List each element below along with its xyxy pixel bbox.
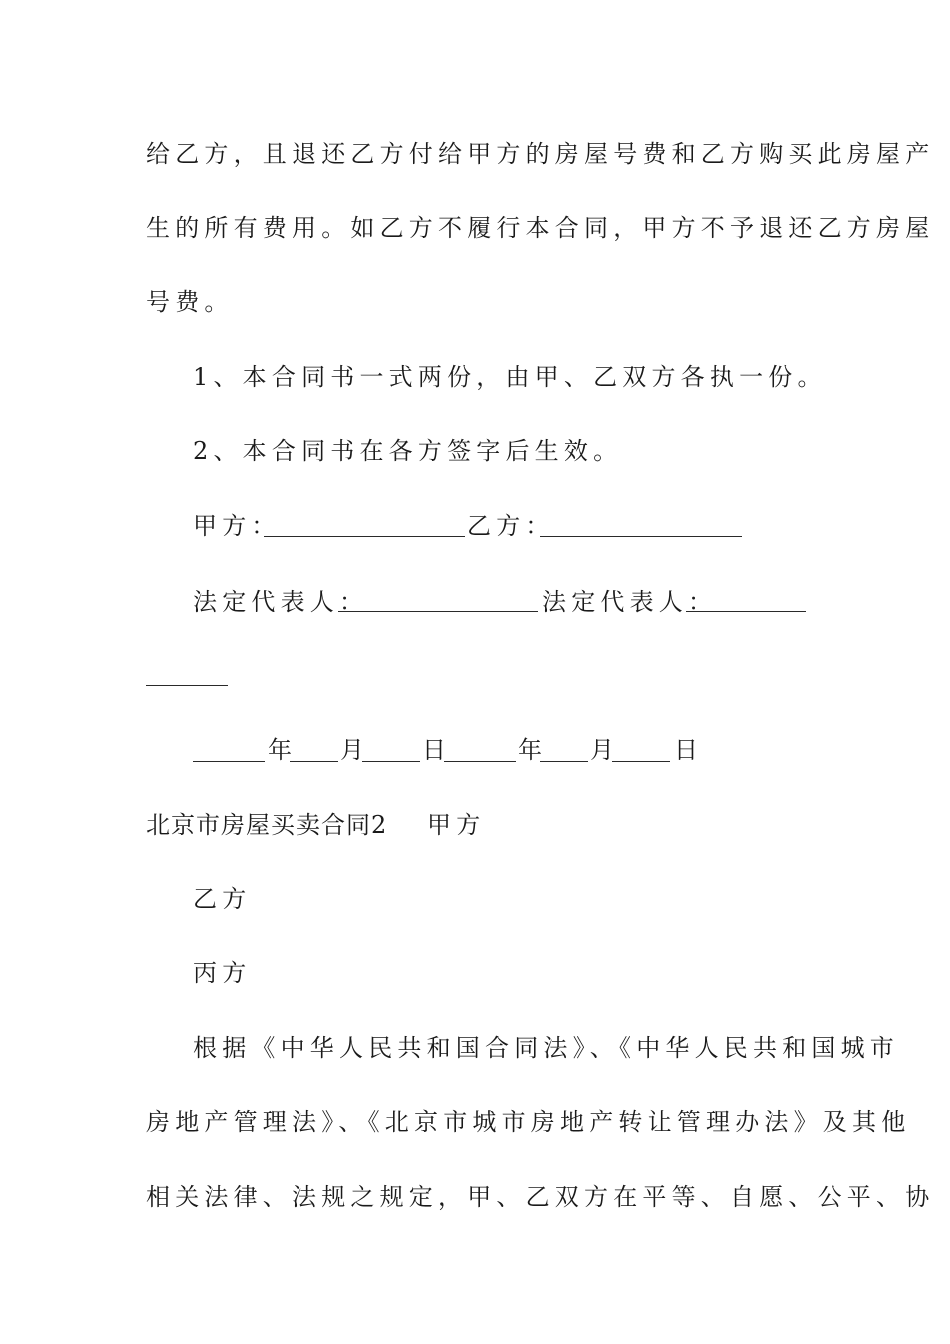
party-a-signature-line — [264, 536, 465, 537]
date-a-day-blank — [362, 761, 420, 762]
paragraph-line: 相关法律、法规之规定，甲、乙双方在平等、自愿、公平、协 — [146, 1183, 935, 1211]
paragraph-line: 房地产管理法》、《北京市城市房地产转让管理办法》及其他 — [146, 1108, 911, 1136]
rep-a-signature-line — [338, 611, 538, 612]
date-b-month-blank — [540, 761, 588, 762]
date-b-year-label: 年 — [518, 736, 548, 764]
party-b-signature-line — [540, 536, 742, 537]
rep-a-label: 法定代表人： — [193, 588, 369, 616]
party-a-signature-label: 甲方： — [193, 512, 281, 540]
party-c-heading: 丙方 — [193, 959, 252, 987]
date-a-month-blank — [290, 761, 338, 762]
paragraph-line: 根据《中华人民共和国合同法》、《中华人民共和国城市 — [193, 1034, 899, 1062]
date-a-year-label: 年 — [268, 736, 298, 764]
paragraph-line: 号费。 — [146, 288, 234, 316]
party-b-signature-label: 乙方： — [467, 512, 555, 540]
date-a-day-label: 日 — [422, 736, 452, 764]
date-a-month-label: 月 — [340, 736, 370, 764]
paragraph-line: 给乙方，且退还乙方付给甲方的房屋号费和乙方购买此房屋产 — [146, 140, 935, 168]
rep-b-signature-line — [686, 611, 806, 612]
rep-b-signature-line-continued — [146, 685, 228, 686]
date-b-day-blank — [612, 761, 670, 762]
paragraph-line: 生的所有费用。如乙方不履行本合同，甲方不予退还乙方房屋 — [146, 214, 935, 242]
party-a-heading: 甲方 — [427, 811, 486, 839]
clause-2: 2、本合同书在各方签字后生效。 — [193, 437, 623, 465]
party-b-heading: 乙方 — [193, 885, 252, 913]
date-a-year-blank — [193, 761, 265, 762]
contract-title: 北京市房屋买卖合同2 — [146, 811, 388, 839]
clause-1: 1、本合同书一式两份，由甲、乙双方各执一份。 — [193, 363, 827, 391]
rep-b-label: 法定代表人： — [542, 588, 718, 616]
date-b-day-label: 日 — [674, 736, 704, 764]
date-b-year-blank — [444, 761, 516, 762]
date-b-month-label: 月 — [590, 736, 620, 764]
